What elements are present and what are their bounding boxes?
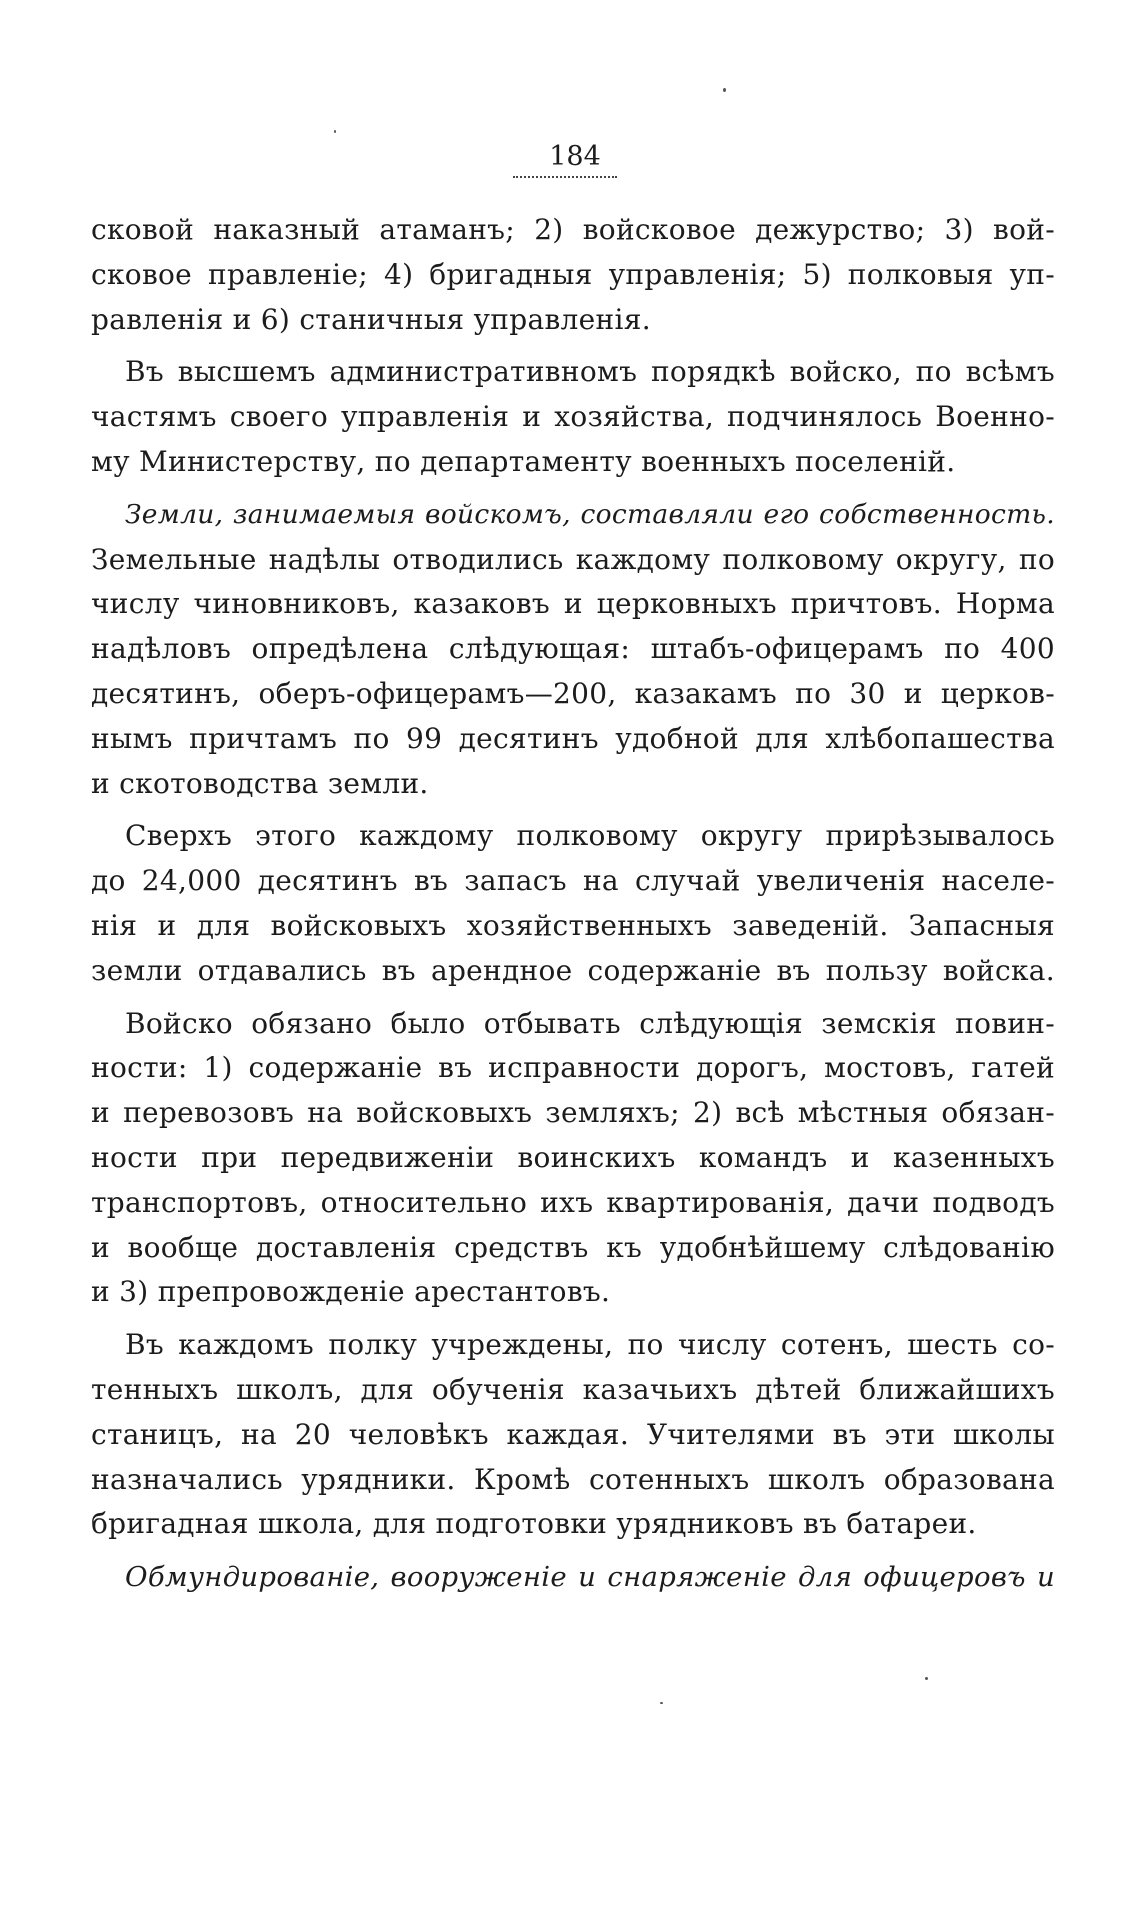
text-line: надѣловъ опредѣлена слѣдующая: штабъ-офицерамъ по 400 <box>91 632 1055 666</box>
page-number: 184 <box>549 141 601 172</box>
text-line: Въ каждомъ полку учреждены, по числу сотенъ, шесть со- <box>125 1328 1055 1362</box>
text-line: бригадная школа, для подготовки урядниковъ въ батареи. <box>91 1507 977 1541</box>
text-line: десятинъ, оберъ-офицерамъ—200, казакамъ по 30 и церков- <box>91 676 1055 710</box>
paragraph-gap <box>91 994 1055 1002</box>
text-line: сковой наказный атаманъ; 2) войсковое дежурство; 3) вой- <box>91 213 1055 246</box>
paragraph <box>91 814 1055 993</box>
paragraph <box>91 1002 1055 1316</box>
text-line: Земельные надѣлы отводились каждому полковому округу, по <box>91 542 1055 576</box>
body-text <box>91 208 1055 1600</box>
text-line: и перевозовъ на войсковыхъ земляхъ; 2) всѣ мѣстныя обязан- <box>91 1096 1055 1130</box>
paragraph-gap <box>91 1547 1055 1555</box>
section-heading-line: Обмундированіе, вооруженіе и снаряженіе для офицеровъ и <box>125 1561 1055 1594</box>
text-line: назначались урядники. Кромѣ сотенныхъ школъ образована <box>91 1462 1055 1496</box>
text-line: частямъ своего управленія и хозяйства, подчинялось Военно- <box>91 400 1055 434</box>
text-line: и скотоводства земли. <box>91 766 429 800</box>
text-line: и 3) препровожденіе арестантовъ. <box>91 1275 611 1309</box>
paragraph <box>91 350 1055 484</box>
text-line: земли отдавались въ арендное содержаніе въ пользу войска. <box>91 953 1055 987</box>
text-line: числу чиновниковъ, казаковъ и церковныхъ причтовъ. Норма <box>91 587 1055 621</box>
text-line: му Министерству, по департаменту военныхъ поселеній. <box>91 444 956 478</box>
text-line: нія и для войсковыхъ хозяйственныхъ заведеній. Запасныя <box>91 908 1055 942</box>
text-line: ности: 1) содержаніе въ исправности дорогъ, мостовъ, гатей <box>91 1051 1055 1085</box>
text-line: тенныхъ школъ, для обученія казачьихъ дѣтей ближайшихъ <box>91 1372 1055 1406</box>
paragraph <box>91 1323 1055 1547</box>
print-speck <box>660 1702 663 1704</box>
print-speck <box>925 1677 928 1680</box>
text-line: нымъ причтамъ по 99 десятинъ удобной для хлѣбопашества <box>91 721 1055 755</box>
paragraph <box>91 493 1055 807</box>
text-line: станицъ, на 20 человѣкъ каждая. Учителями въ эти школы <box>91 1417 1055 1451</box>
text-line: равленія и 6) станичныя управленія. <box>91 302 651 336</box>
print-speck <box>723 88 726 92</box>
paragraph-gap <box>91 806 1055 814</box>
text-line: сковое правленіе; 4) бригадныя управленія; 5) полковыя уп- <box>91 257 1055 291</box>
section-heading-line: Земли, занимаемыя войскомъ, составляли его собственность. <box>125 498 1055 530</box>
print-speck <box>334 130 336 133</box>
text-line: транспортовъ, относительно ихъ квартированія, дачи подводъ <box>91 1185 1055 1219</box>
paragraph-gap <box>91 342 1055 350</box>
paragraph-gap <box>91 1315 1055 1323</box>
text-line: Въ высшемъ административномъ порядкѣ войско, по всѣмъ <box>125 355 1055 389</box>
text-line: и вообще доставленія средствъ къ удобнѣйшему слѣдованію <box>91 1230 1055 1264</box>
paragraph-gap <box>91 485 1055 493</box>
text-line: ности при передвиженіи воинскихъ командъ и казенныхъ <box>91 1140 1055 1174</box>
page-number-rule <box>513 176 617 178</box>
text-line: Войско обязано было отбывать слѣдующія земскія повин- <box>125 1006 1055 1040</box>
text-line: до 24,000 десятинъ въ запасъ на случай увеличенія населе- <box>91 864 1055 898</box>
paragraph <box>91 1555 1055 1600</box>
text-line: Сверхъ этого каждому полковому округу прирѣзывалось <box>125 819 1055 853</box>
paragraph <box>91 208 1055 342</box>
